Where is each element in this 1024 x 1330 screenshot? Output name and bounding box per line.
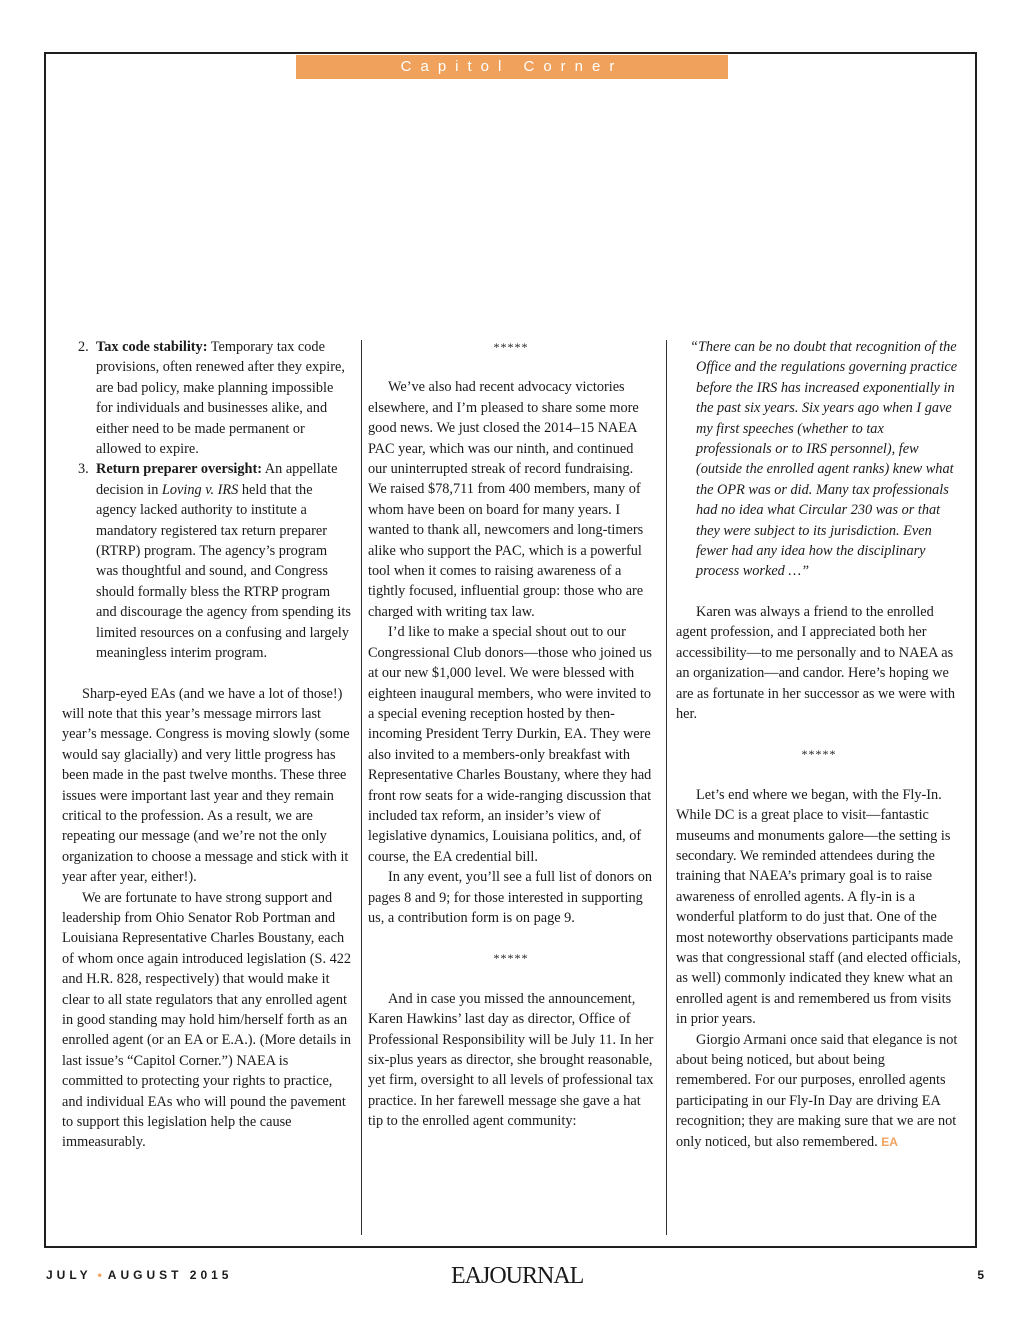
section-separator: ***** xyxy=(801,747,837,762)
section-banner: Capitol Corner xyxy=(296,55,728,79)
section-separator: ***** xyxy=(493,340,529,354)
column-divider xyxy=(666,340,667,1235)
pull-quote: “There can be no doubt that recognition of the Office and the regulations governing practice before the IRS has increased exponentially in the past six years. Six years ago when I gave my first speeches (whether to tax professionals or to IRS personnel), few (outside the enrolled agent ranks) knew what the OPR was or did. Many tax professionals had no idea what Circular 230 was or that they were subject to its jurisdiction. Even fewer had any idea how the disciplinary process worked …” xyxy=(690,339,958,580)
list-item-heading: Tax code stability: xyxy=(96,339,208,355)
case-name: Loving v. IRS xyxy=(161,481,239,498)
paragraph: And in case you missed the announcement, Karen Hawkins’ last day as director, Office of Professional Responsibility will be July 11. In her six-plus years as director, she brought reasonable, yet firm, oversight to all levels of professional tax practice. In her farewell message she gave a hat tip to the enrolled agent community: xyxy=(368,990,654,1130)
column-divider xyxy=(361,340,362,1235)
paragraph: Giorgio Armani once said that elegance is not about being noticed, but about being remembered. For our purposes, enrolled agents participating in our Fly-In Day are driving EA recognition; they are making sure that we are not only noticed, but also remembered. EA xyxy=(676,1031,958,1150)
paragraph: We are fortunate to have strong support and leadership from Ohio Senator Rob Portman and Louisiana Representative Charles Boustany, each of whom once again introduced legislation (S. 422 and H.R. 828, respectively) that would make it clear to all state regulators that any enrolled agent in good standing may hold him/herself forth as an enrolled agent (or an EA or E.A.). (More details in last issue’s “Capitol Corner.”) NAEA is committed to protecting your rights to practice, and individual EAs who will pound the pavement to support this legislation help the cause immeasurably. xyxy=(62,889,352,1151)
issue-date: JULY • AUGUST 2015 xyxy=(46,1268,233,1282)
issue-list xyxy=(62,337,352,664)
section-separator: ***** xyxy=(493,951,529,966)
page-number: 5 xyxy=(977,1268,984,1282)
list-item: 3. Return preparer oversight: An appellate decision in Loving v. IRS held that the agency lacked authority to institute a mandatory registered tax return preparer (RTRP) program. The agency’s program was thoughtful and sound, and Congress should formally bless the RTRP program and discourage the agency from spending its limited resources on a confusing and largely meaningless interim program. xyxy=(78,461,351,662)
list-item: 2. Tax code stability: Temporary tax code provisions, often renewed after they expire, are bad policy, make planning impossible for individuals and businesses alike, and either need to be made permanent or allowed to expire. xyxy=(78,339,345,458)
article-column-3 xyxy=(676,337,962,1152)
paragraph: I’d like to make a special shout out to our Congressional Club donors—those who joined us at our new $1,000 level. We were blessed with eighteen inaugural members, who were invited to a special evening reception hosted by then-incoming President Terry Durkin, EA. They were also invited to a members-only breakfast with Representative Charles Boustany, where they had front row seats for a wide-ranging discussion that included tax reform, an insider’s view of legislative dynamics, Louisiana politics, and, of course, the EA credential bill. xyxy=(368,624,652,865)
journal-logo: EAJOURNAL xyxy=(451,1263,584,1289)
paragraph: Sharp-eyed EAs (and we have a lot of those!) will note that this year’s message mirrors last year’s message. Congress is moving slowly (some would say glacially) and very little progress has been made in the past twelve months. These three issues were important last year and they remain critical to the profession. As a result, we are repeating our message (and we’re not the only organization to choose a message and stick with it year after year, either!). xyxy=(62,685,350,886)
paragraph: In any event, you’ll see a full list of donors on pages 8 and 9; for those interested in supporting us, a contribution form is on page 9. xyxy=(368,869,653,926)
list-item-text: Temporary tax code provisions, often renewed after they expire, are bad policy, make planning impossible for individuals and businesses alike, and either need to be made permanent or allowed to expire. xyxy=(96,339,345,458)
paragraph: Karen was always a friend to the enrolled agent profession, and I appreciated both her accessibility—to me personally and to NAEA as an organization—and candor. Here’s hoping we are as fortunate in her successor as we were with her. xyxy=(676,603,956,722)
article-column-2 xyxy=(368,337,654,1132)
paragraph: Let’s end where we began, with the Fly-In. While DC is a great place to visit—fantastic museums and monuments galore—the setting is secondary. We reminded attendees during the training that NAEA’s primary goal is to raise awareness of enrolled agents. A fly-in is a wonderful platform to do just that. One of the most noteworthy observations participants made was that congressional staff (and elected officials, as well) commonly indicated they knew what an enrolled agent is and remembered us from visits in prior years. xyxy=(676,786,961,1028)
bullet-separator: • xyxy=(97,1268,102,1282)
end-mark: EA xyxy=(881,1134,898,1149)
paragraph: We’ve also had recent advocacy victories elsewhere, and I’m pleased to share some more good news. We just closed the 2014–15 NAEA PAC year, which was our ninth, and continued our uninterrupted streak of record fundraising. We raised $78,711 from 400 members, many of whom have been on board for many years. I wanted to thank all, newcomers and long-timers alike who support the PAC, which is a powerful tool when it comes to raising awareness of a tightly focused, influential group: those who are charged with writing tax law. xyxy=(368,379,644,620)
article-column-1 xyxy=(62,337,352,1153)
list-item-heading: Return preparer oversight: xyxy=(96,461,262,478)
